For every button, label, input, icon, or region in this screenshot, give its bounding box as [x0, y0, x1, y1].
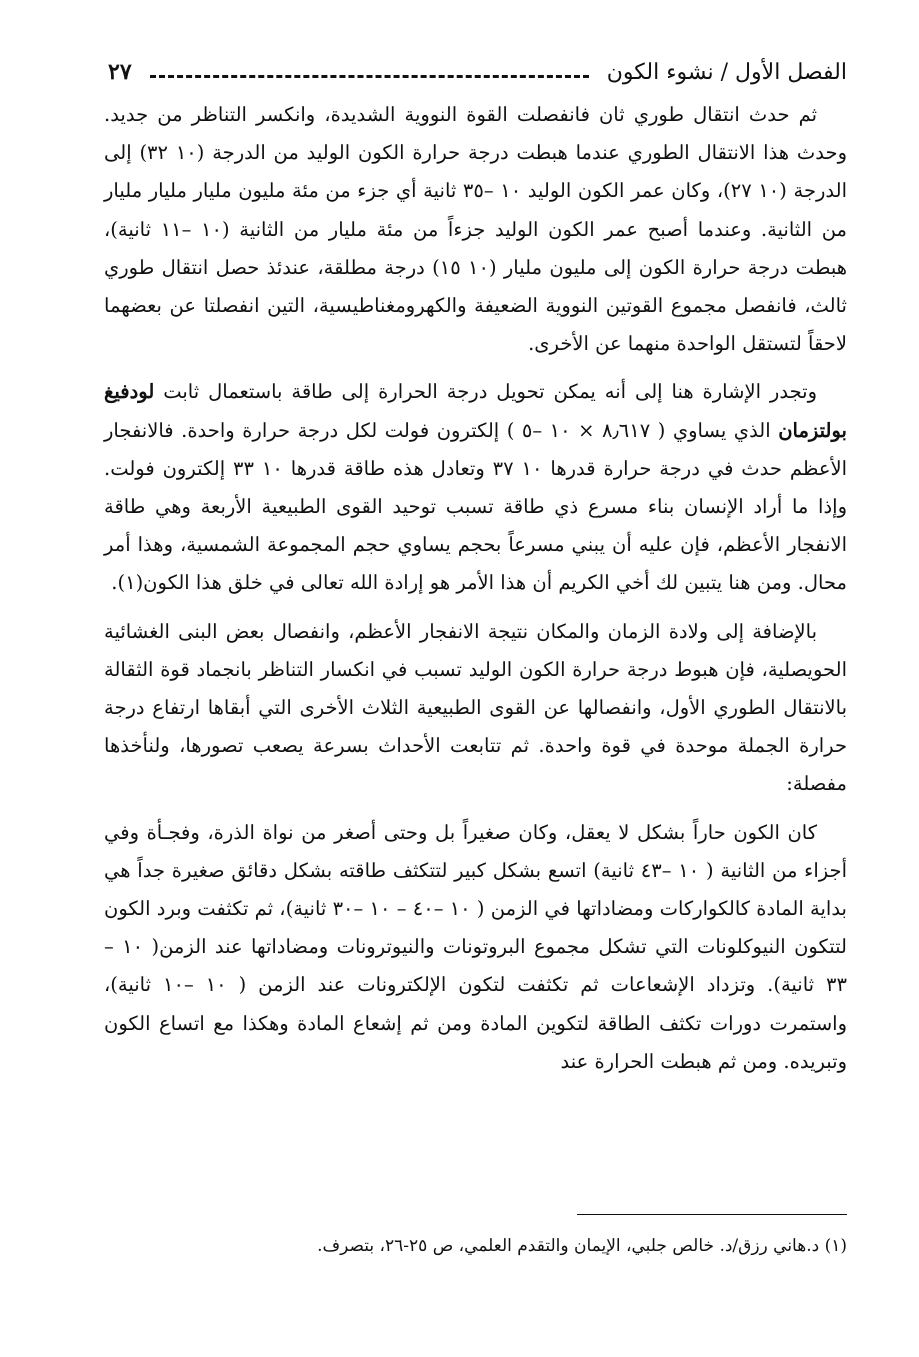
- paragraph-4: كان الكون حاراً بشكل لا يعقل، وكان صغيراً بل وحتى أصغر من نواة الذرة، وفجـأة وفي أجزاء من الثانية ( ١٠ –٤٣ ثانية) اتسع بشكل كبير لتتكثف طاقته بشكل دقائق صغيرة جداً هي بداية المادة كالكواركات ومضاداتها في الزمن ( ١٠ –٤٠ – ١٠ –٣٠ ثانية)، ثم تكثفت وبرد الكون لتتكون النيوكلونات التي تشكل مجموع البروتونات والنيوترونات ومضاداتها عند الزمن( ١٠ – ٣٣ ثانية). وتزداد الإشعاعات ثم تكثفت لتكون الإلكترونات عند الزمن ( ١٠ –١٠ ثانية)، واستمرت دورات تكثف الطاقة لتكوين المادة ومن ثم إشعاع المادة وهكذا مع اتساع الكون وتبريده. ومن ثم هبطت الحرارة عند: [104, 820, 847, 1073]
- paragraph-1: ثم حدث انتقال طوري ثان فانفصلت القوة النووية الشديدة، وانكسر التناظر من جديد. وحدث هذا الانتقال الطوري عندما هبطت درجة حرارة الكون الوليد من الدرجة (١٠ ٣٢) إلى الدرجة (١٠ ٢٧)، وكان عمر الكون الوليد ١٠ –٣٥ ثانية أي جزء من مئة مليون مليار مليار مليار من الثانية. وعندما أصبح عمر الكون الوليد جزءاً من مئة مليار من الثانية (١٠ –١١ ثانية)، هبطت درجة حرارة الكون إلى مليون مليار (١٠ ١٥) درجة مطلقة، عندئذ حصل انتقال طوري ثالث، فانفصل مجموع القوتين النووية الضعيفة والكهرومغناطيسية، التين انفصلتا عن بعضهما لاحقاً لتستقل الواحدة منهما عن الأخرى.: [104, 103, 848, 356]
- paragraph-3: بالإضافة إلى ولادة الزمان والمكان نتيجة الانفجار الأعظم، وانفصال بعض البنى الغشائية الحويصلية، فإن هبوط درجة حرارة الكون الوليد تسبب في انكسار التناظر بانجماد قوة الثقالة بالانتقال الطوري الأول، وانفصالها عن القوى الطبيعية الثلاث الأخرى التي أبقاها ارتفاع درجة حرارة الجملة موحدة في قوة واحدة. ثم تتابعت الأحداث بسرعة يصعب تصورها، ولنأخذها مفصلة:: [104, 619, 847, 796]
- boltzmann-name: لودفيغ بولتزمان: [104, 380, 847, 442]
- footnote-separator: [577, 1214, 847, 1215]
- dotted-leader: [150, 75, 589, 78]
- paragraph-2: [104, 373, 847, 602]
- paragraph-2-part-2: الذي يساوي ( ٨٫٦١٧ × ١٠ –٥ ) إلكترون فولت لكل درجة حرارة واحدة. فالانفجار الأعظم حدث في درجة حرارة قدرها ١٠ ٣٧ وتعادل هذه طاقة قدرها ١٠ ٣٣ إلكترون فولت. وإذا ما أراد الإنسان بناء مسرع ذي طاقة تسبب توحيد القوى الطبيعية الأربعة وهي طاقة الانفجار الأعظم، فإن عليه أن يبني مسرعاً بحجم يساوي حجم المجموعة الشمسية، وهذا أمر محال. ومن هنا يتبين لك أخي الكريم أن هذا الأمر هو إرادة الله تعالى في خلق هذا الكون(١).: [104, 418, 848, 595]
- body-text: [104, 96, 847, 1091]
- page-number: ٢٧: [108, 59, 132, 85]
- running-title: الفصل الأول / نشوء الكون: [606, 59, 847, 85]
- footnote: (١) د.هاني رزق/د. خالص جلبي، الإيمان والتقدم العلمي، ص ٢٥-٢٦، بتصرف.: [317, 1236, 847, 1256]
- page-header: [108, 52, 847, 92]
- paragraph-2-part-1: وتجدر الإشارة هنا إلى أنه يمكن تحويل درجة الحرارة إلى طاقة باستعمال ثابت: [154, 380, 817, 404]
